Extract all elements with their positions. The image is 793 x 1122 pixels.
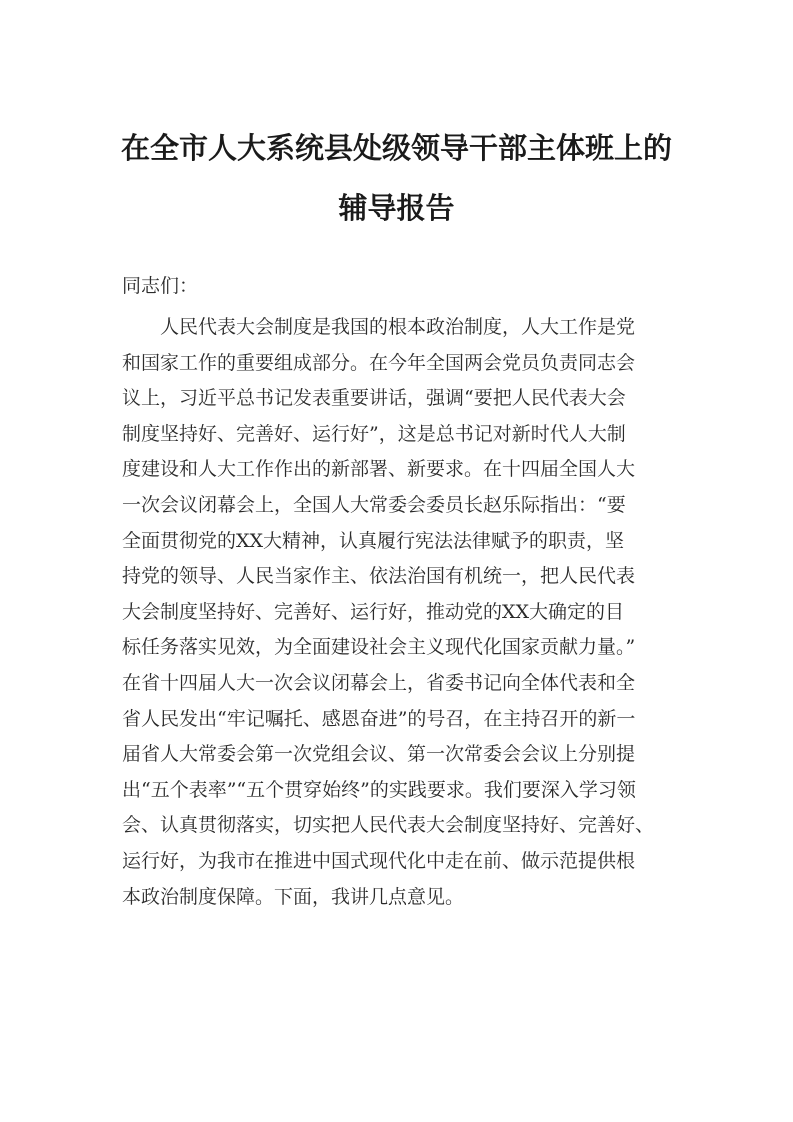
paragraph-line: 标任务落实见效，为全面建设社会主义现代化国家贡献力量。” <box>122 636 636 659</box>
paragraph-line: 在省十四届人大一次会议闭幕会上，省委书记向全体代表和全 <box>122 671 636 694</box>
salutation: 同志们： <box>122 275 199 297</box>
paragraph-line: 届省人大常委会第一次党组会议、第一次常委会会议上分别提 <box>122 743 636 766</box>
paragraph-line: 运行好，为我市在推进中国式现代化中走在前、做示范提供根 <box>122 849 636 872</box>
paragraph-line: 制度坚持好、完善好、运行好”，这是总书记对新时代人大制 <box>122 422 626 445</box>
title-line-2: 辅导报告 <box>338 191 455 225</box>
paragraph-line: 本政治制度保障。下面，我讲几点意见。 <box>122 885 465 908</box>
paragraph-line: 一次会议闭幕会上，全国人大常委会委员长赵乐际指出：“要 <box>122 493 626 516</box>
title-line-1: 在全市人大系统县处级领导干部主体班上的 <box>120 131 672 165</box>
paragraph-line: 大会制度坚持好、完善好、运行好，推动党的XX大确定的目 <box>122 600 625 623</box>
paragraph-line: 和国家工作的重要组成部分。在今年全国两会党员负责同志会 <box>122 351 636 374</box>
paragraph-line: 度建设和人大工作作出的新部署、新要求。在十四届全国人大 <box>122 458 636 481</box>
body-paragraph <box>122 310 682 915</box>
paragraph-line: 议上，习近平总书记发表重要讲话，强调“要把人民代表大会 <box>122 387 626 410</box>
paragraph-line: 省人民发出“牢记嘱托、感恩奋进”的号召，在主持召开的新一 <box>122 707 636 730</box>
paragraph-line: 会、认真贯彻落实，切实把人民代表大会制度坚持好、完善好、 <box>122 814 655 837</box>
paragraph-line: 全面贯彻党的XX大精神，认真履行宪法法律赋予的职责，坚 <box>122 529 625 552</box>
paragraph-line: 人民代表大会制度是我国的根本政治制度，人大工作是党 <box>160 316 636 338</box>
paragraph-line: 出“五个表率”“五个贯穿始终”的实践要求。我们要深入学习领 <box>122 778 636 801</box>
document-title <box>100 118 693 238</box>
paragraph-line: 持党的领导、人民当家作主、依法治国有机统一，把人民代表 <box>122 565 636 588</box>
